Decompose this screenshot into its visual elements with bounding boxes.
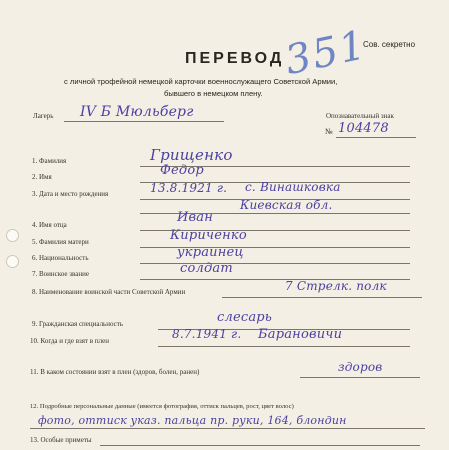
field-3-birth-region: Киевская обл. <box>240 198 333 212</box>
field-5-label: 5. Фамилия матери <box>32 238 89 246</box>
camp-underline <box>64 121 224 122</box>
field-6-value: украинец <box>177 245 244 260</box>
document-subtitle-line2: бывшего в немецком плену. <box>164 89 263 98</box>
field-3-label: 3. Дата и место рождения <box>32 190 109 198</box>
id-mark-value: 104478 <box>338 121 389 136</box>
field-11-value: здоров <box>338 360 383 374</box>
field-13-label: 13. Особые приметы <box>30 436 92 444</box>
field-9-value: слесарь <box>217 310 273 325</box>
id-mark-underline <box>336 137 416 138</box>
field-4-label: 4. Имя отца <box>32 221 67 229</box>
field-4-value: Иван <box>177 210 214 225</box>
id-mark-prefix: № <box>325 127 333 136</box>
id-mark-label: Опознавательный знак <box>326 112 394 120</box>
field-12-label: 12. Подробные персональные данные (имеется фотография, оттиск пальцев, рост, цвет волос) <box>30 403 294 410</box>
field-2-value: Федор <box>160 163 204 178</box>
document-title: ПЕРЕВОД <box>185 50 285 67</box>
field-9-label: 9. Гражданская специальность <box>32 320 124 328</box>
field-7-label: 7. Воинское звание <box>32 270 89 278</box>
field-3-birth-village: с. Винашковка <box>245 180 341 194</box>
field-1-label: 1. Фамилия <box>32 157 67 165</box>
field-8-label: 8. Наименование воинской части Советской Армии <box>32 288 186 296</box>
camp-value: IV Б Мюльберг <box>80 104 194 120</box>
field-6-label: 6. Национальность <box>32 254 89 262</box>
field-10-date: 8.7.1941 г. <box>172 327 242 341</box>
punch-hole <box>6 229 19 242</box>
field-2-label: 2. Имя <box>32 173 52 181</box>
field-7-value: солдат <box>180 261 233 276</box>
field-10-label: 10. Когда и где взят в плен <box>30 337 109 345</box>
document-subtitle-line1: с личной трофейной немецкой карточки военнослужащего Советской Армии, <box>64 77 338 86</box>
registration-number-stamp: 351 <box>281 21 372 85</box>
field-12-value: фото, оттиск указ. пальца пр. руки, 164, блондин <box>38 414 347 427</box>
camp-label: Лагерь <box>33 112 54 120</box>
field-10-place: Барановичи <box>258 327 343 342</box>
classification-label: Сов. секретно <box>363 40 416 49</box>
field-3-birth-date: 13.8.1921 г. <box>150 181 228 195</box>
field-1-value: Грищенко <box>150 146 233 164</box>
punch-hole <box>6 255 19 268</box>
field-5-value: Кириченко <box>170 228 247 243</box>
field-8-value: 7 Стрелк. полк <box>285 279 387 293</box>
field-11-label: 11. В каком состоянии взят в плен (здоров, болен, ранен) <box>30 368 200 376</box>
